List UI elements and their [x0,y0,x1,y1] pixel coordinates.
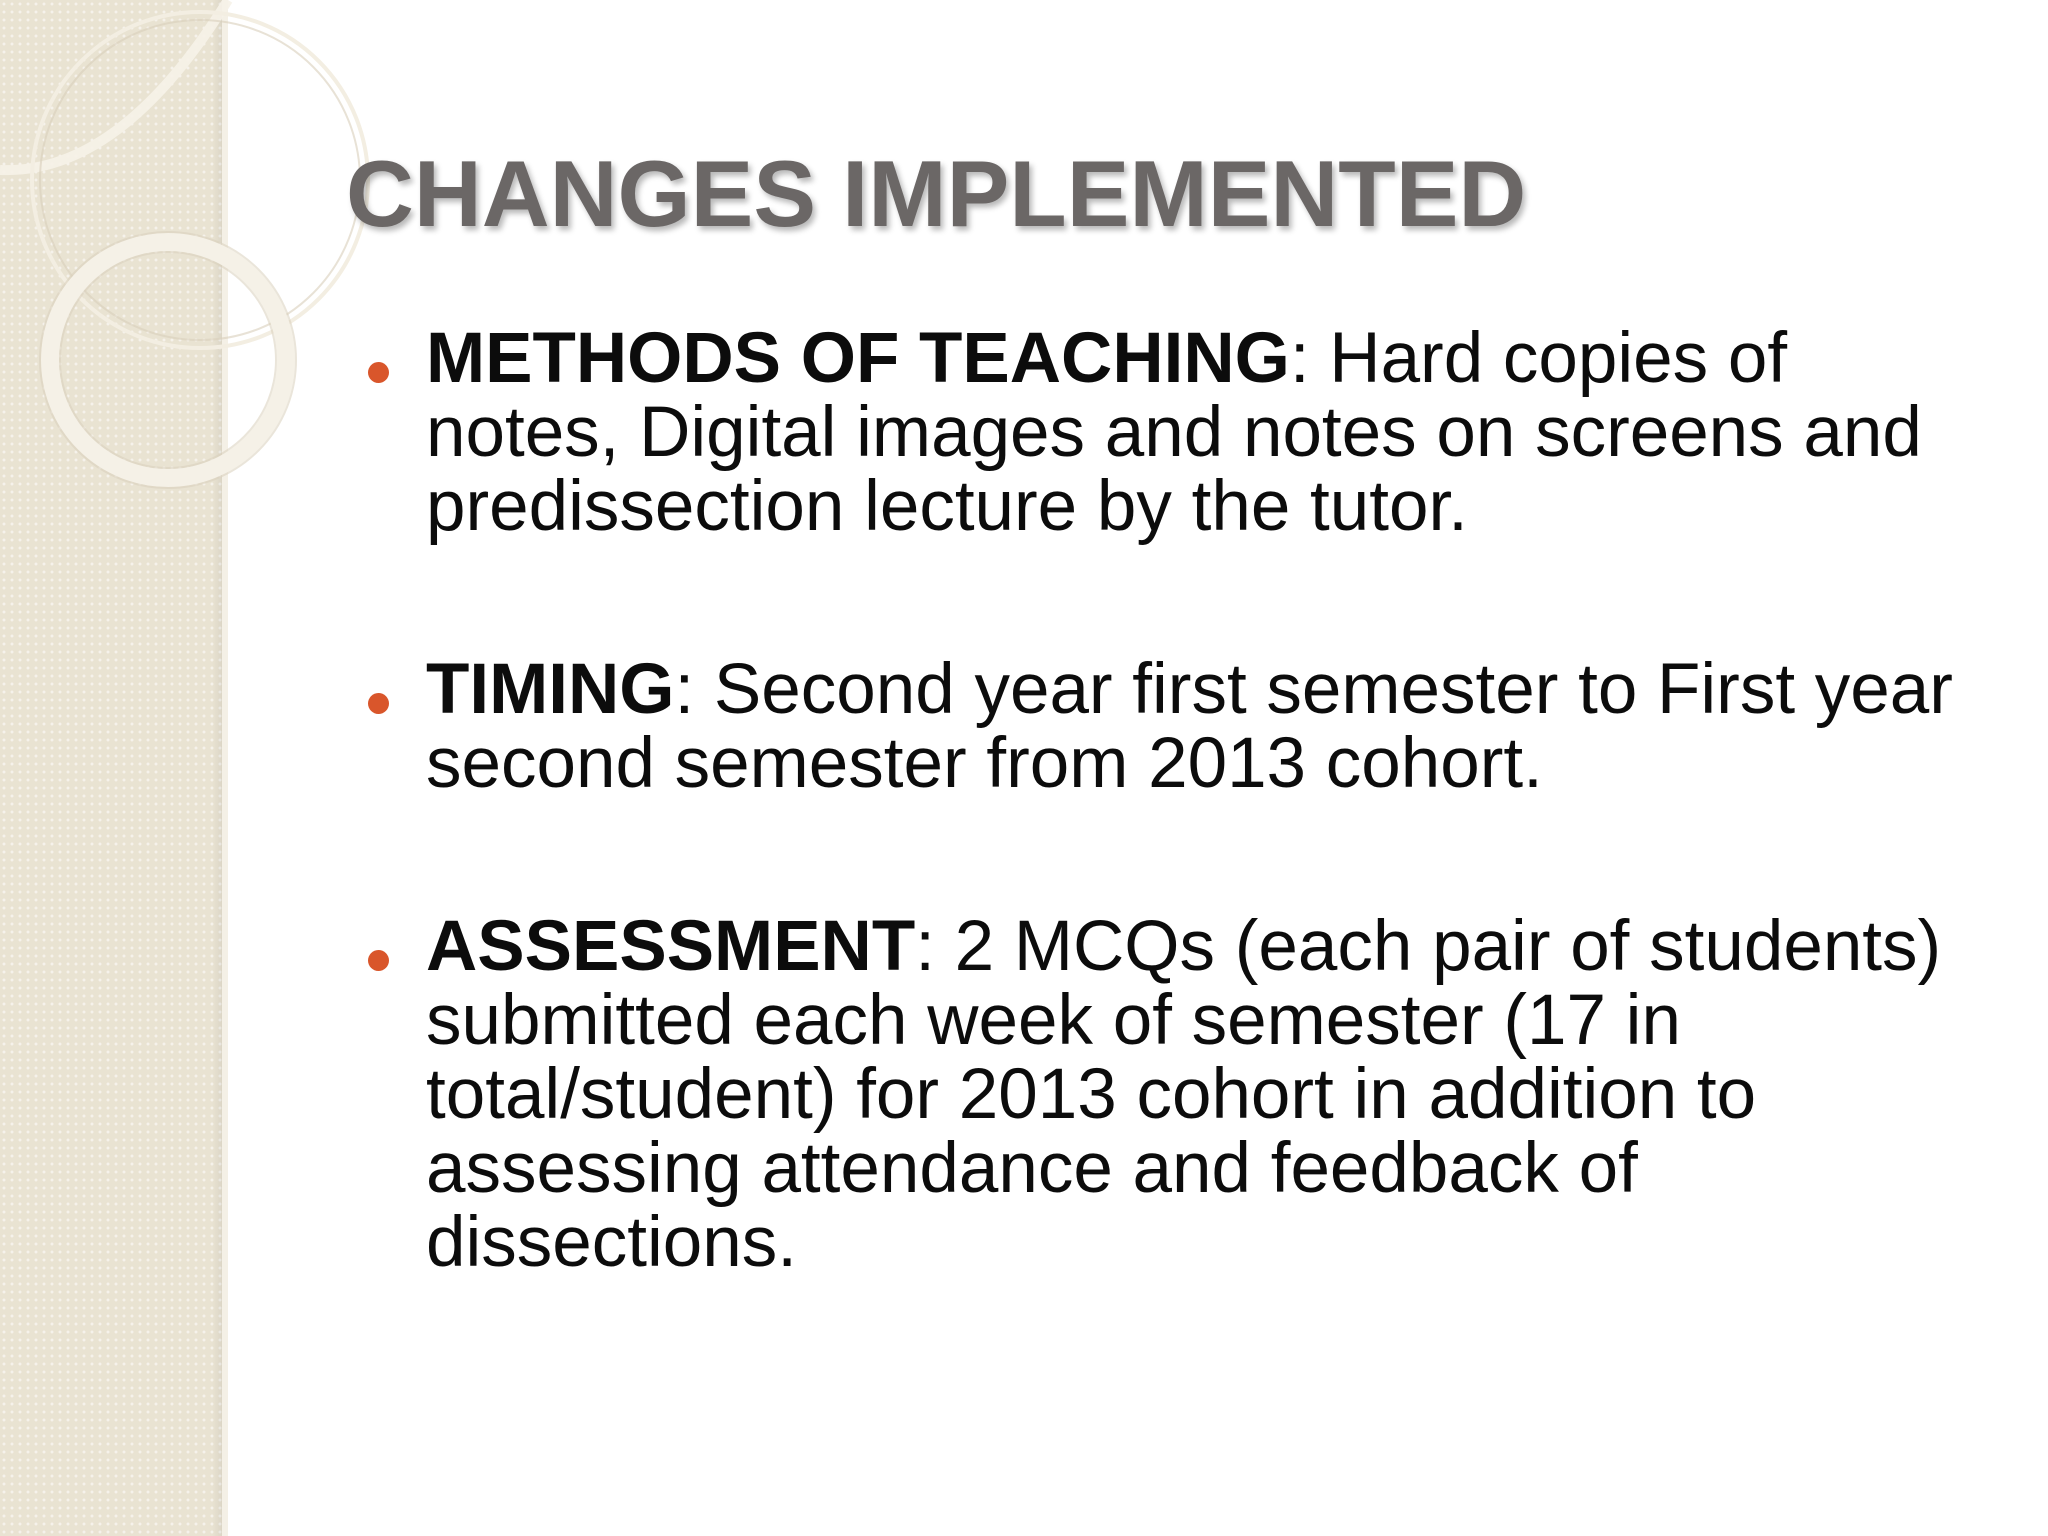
bullet-text: Hard copies of notes, Digital images and notes on screens and predissection lecture by the tutor. [426,319,1922,546]
bullet-list [346,319,1966,1282]
bullet-dot-icon [368,950,389,971]
bullet-heading: METHODS OF TEACHING [426,319,1290,398]
bullet-separator: : [1289,319,1310,398]
decorative-swirl-graphic [0,0,260,520]
bullet-dot-icon [368,362,389,383]
slide-title: CHANGES IMPLEMENTED [346,141,1527,246]
bullet-dot-icon [368,693,389,714]
bullet-separator: : [915,907,935,986]
bullet-timing [346,650,1966,803]
bullet-heading: TIMING [426,650,675,729]
bullet-methods-of-teaching [346,319,1966,546]
bullet-separator: : [674,650,695,729]
bullet-text: 2 MCQs (each pair of students) submitted each week of semester (17 in total/student) for 2013 cohort in addition to assessing attendance and feedback of dissections. [426,907,1942,1282]
bullet-assessment [346,907,1966,1282]
bullet-text: Second year first semester to First year second semester from 2013 cohort. [426,650,1953,803]
bullet-heading: ASSESSMENT [426,907,916,986]
